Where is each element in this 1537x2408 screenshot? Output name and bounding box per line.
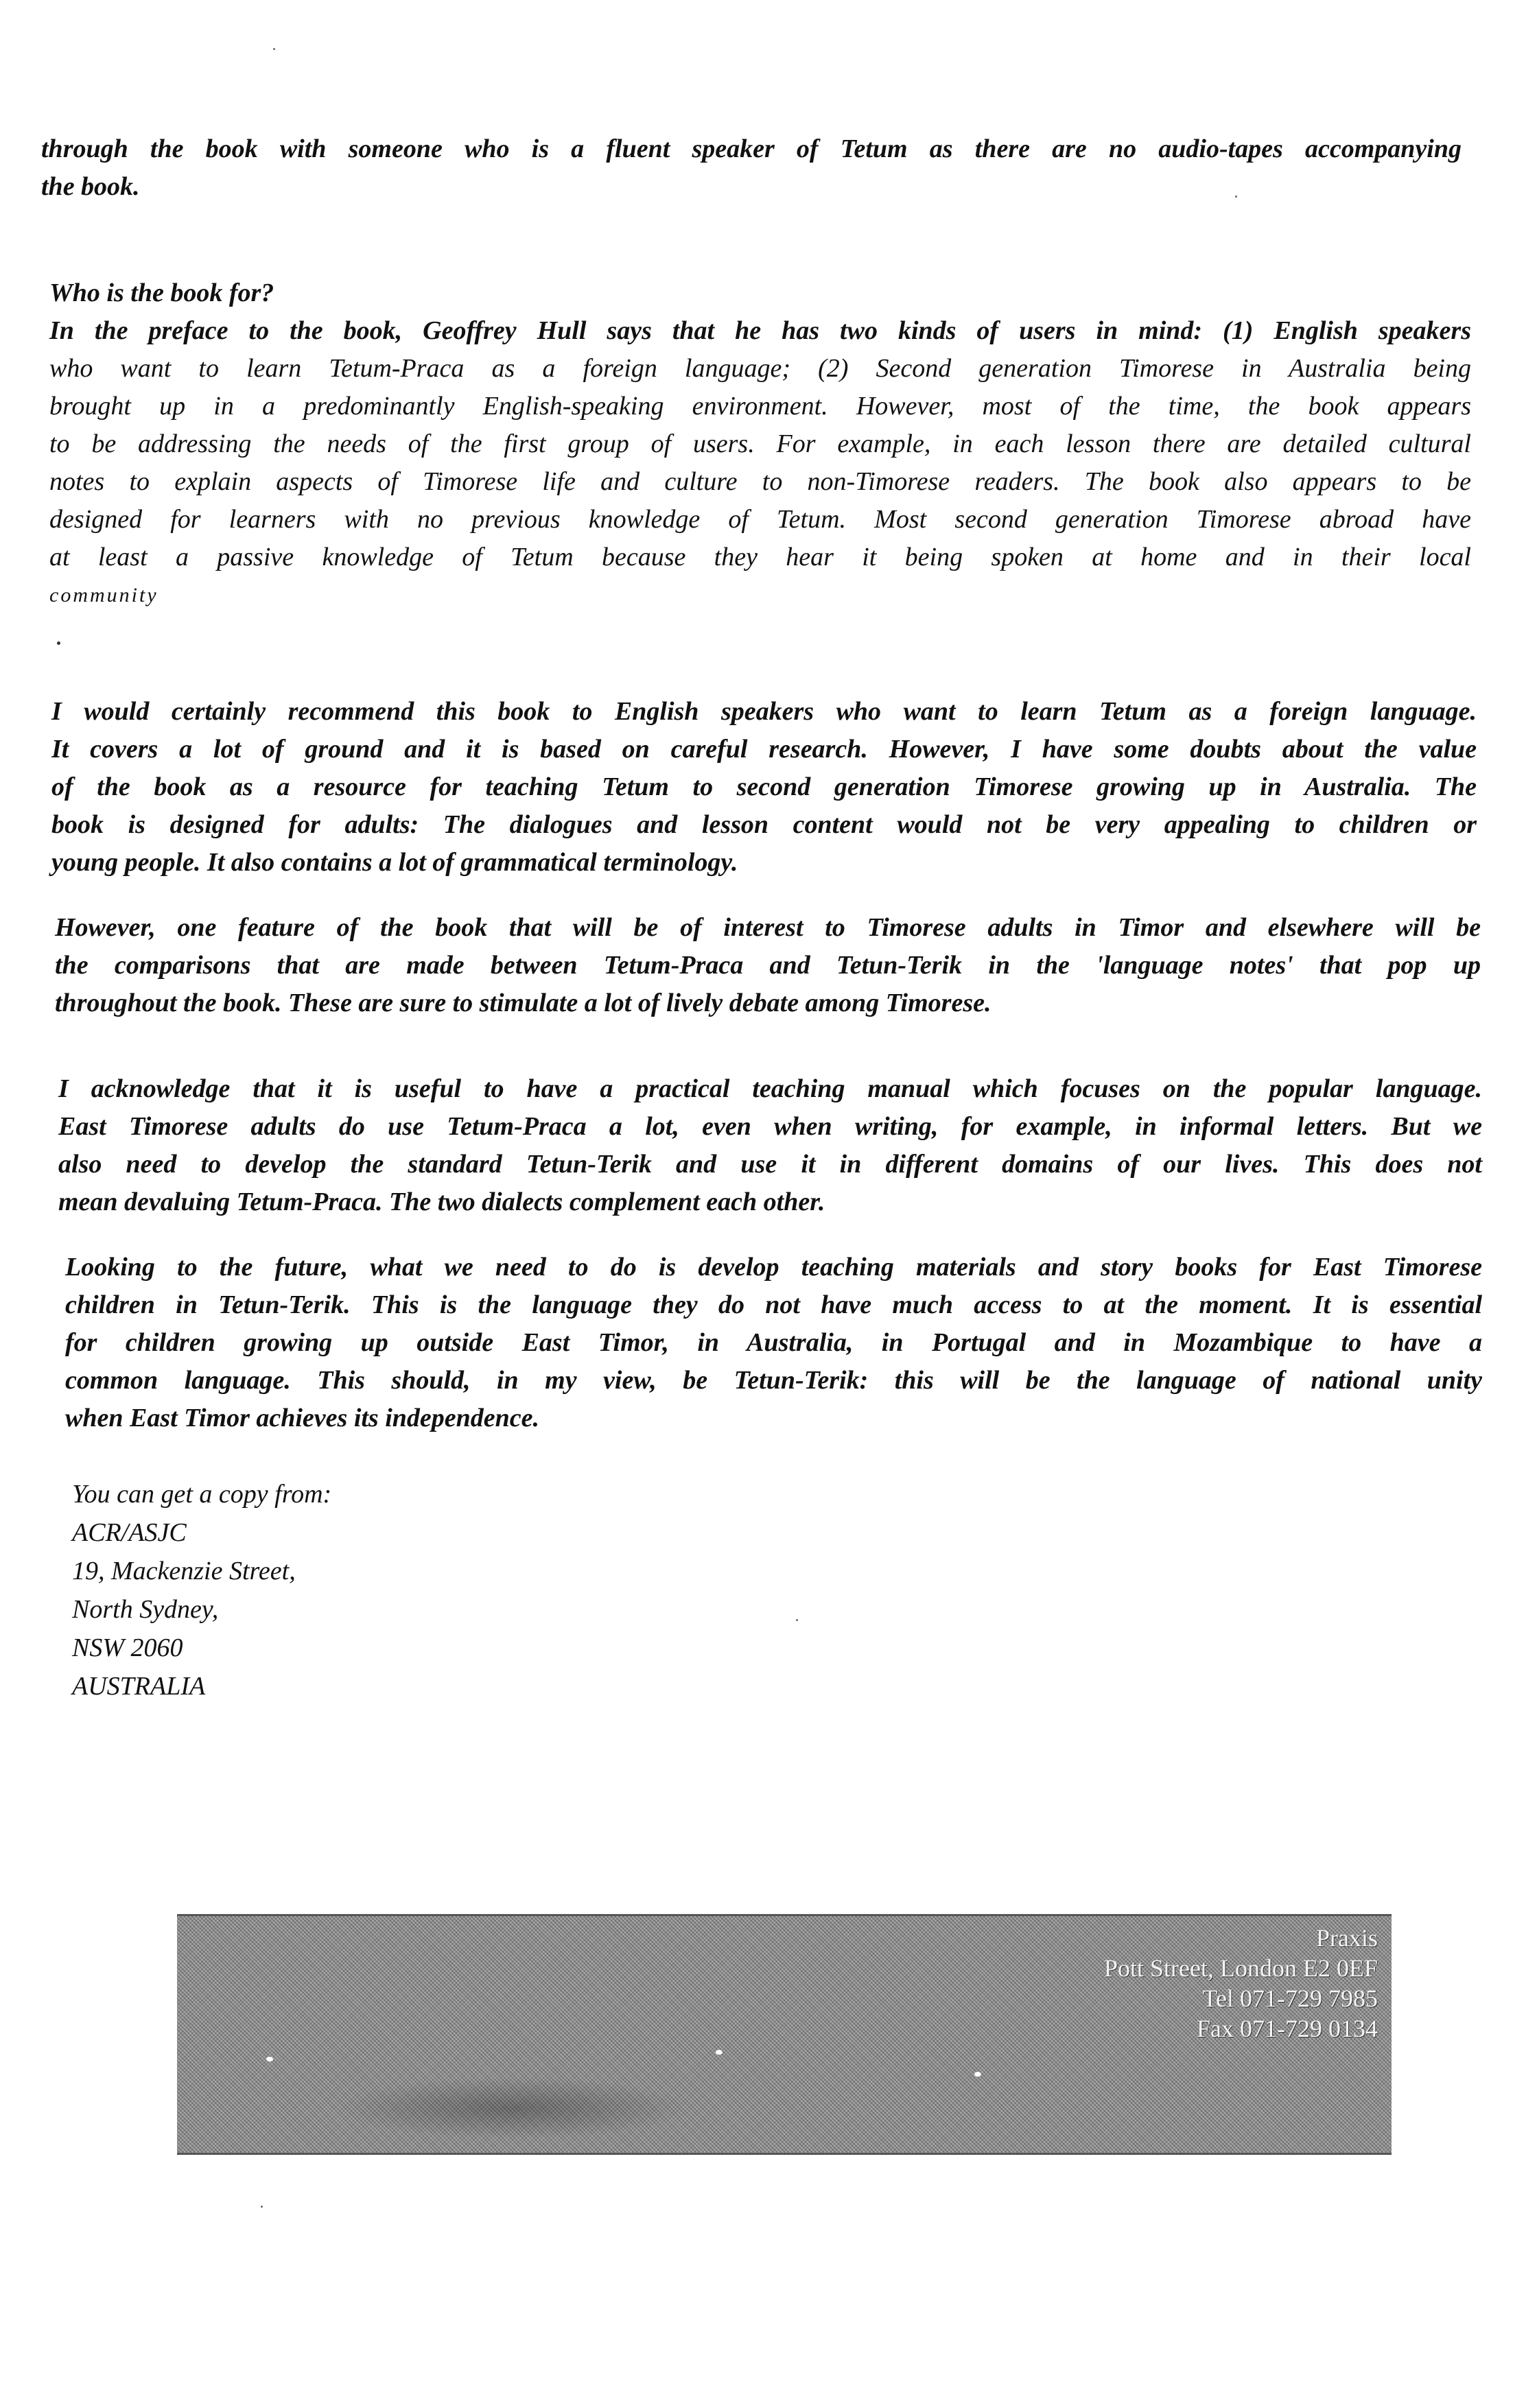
intro-line: through the book with someone who is a fluent speaker of Tetum as there are no audio-tapes accompanying xyxy=(41,134,1462,163)
who-line: In the preface to the book, Geoffrey Hull says that he has two kinds of users in mind: (1) English speakers xyxy=(49,316,1471,345)
who-line: community xyxy=(49,584,159,606)
scan-speck xyxy=(273,48,275,50)
address-block xyxy=(72,1475,621,1705)
future-line: Looking to the future, what we need to do is develop teaching materials and story books for East Timorese xyxy=(65,1253,1482,1282)
banner-speck xyxy=(716,2050,723,2055)
future-line: for children growing up outside East Timor, in Australia, in Portugal and in Mozambique to have a xyxy=(65,1328,1482,1357)
who-section xyxy=(49,274,1471,614)
banner-smudge xyxy=(335,2077,692,2139)
who-line: at least a passive knowledge of Tetum because they hear it being spoken at home and in their local xyxy=(49,543,1471,571)
who-line: notes to explain aspects of Timorese life and culture to non-Timorese readers. The book also appears to be xyxy=(49,467,1471,496)
who-line: who want to learn Tetum-Praca as a foreign language; (2) Second generation Timorese in Australia being xyxy=(49,354,1471,383)
scan-speck xyxy=(1235,196,1237,198)
banner-speck xyxy=(974,2072,981,2077)
address-street: 19, Mackenzie Street, xyxy=(72,1557,296,1585)
future-line: children in Tetun-Terik. This is the language they do not have much access to at the moment. It is essential xyxy=(65,1290,1482,1319)
recommend-line: young people. It also contains a lot of grammatical terminology. xyxy=(51,848,738,877)
banner-contact xyxy=(1104,1923,1378,2044)
banner-street: Pott Street, London E2 0EF xyxy=(1104,1955,1378,1982)
recommend-line: I would certainly recommend this book to English speakers who want to learn Tetum as a foreign language. xyxy=(51,697,1477,726)
feature-line: throughout the book. These are sure to stimulate a lot of lively debate among Timorese. xyxy=(55,989,992,1017)
acknowledge-paragraph xyxy=(58,1070,1482,1221)
future-paragraph xyxy=(65,1249,1482,1437)
intro-paragraph xyxy=(41,130,1462,206)
recommend-paragraph xyxy=(51,693,1477,882)
recommend-line: It covers a lot of ground and it is based on careful research. However, I have some doubts about the value xyxy=(51,735,1477,764)
future-line: when East Timor achieves its independence. xyxy=(65,1404,540,1432)
scan-speck xyxy=(796,1619,798,1621)
acknowledge-line: I acknowledge that it is useful to have a practical teaching manual which focuses on the popular language. xyxy=(58,1074,1482,1103)
address-country: AUSTRALIA xyxy=(72,1672,206,1701)
address-city: North Sydney, xyxy=(72,1595,219,1624)
future-line: common language. This should, in my view, be Tetun-Terik: this will be the language of national unity xyxy=(65,1366,1482,1395)
scan-speck xyxy=(261,2206,263,2208)
feature-line: However, one feature of the book that will be of interest to Timorese adults in Timor and elsewhere will be xyxy=(55,913,1481,942)
banner-fax: Fax 071-729 0134 xyxy=(1197,2015,1378,2042)
recommend-line: of the book as a resource for teaching Tetum to second generation Timorese growing up in Australia. The xyxy=(51,772,1477,801)
intro-line: the book. xyxy=(41,172,140,201)
feature-paragraph xyxy=(55,909,1481,1022)
acknowledge-line: also need to develop the standard Tetun-Terik and use it in different domains of our lives. This does not xyxy=(58,1150,1482,1179)
who-line: to be addressing the needs of the first group of users. For example, in each lesson there are detailed cultural xyxy=(49,429,1471,458)
address-org: ACR/ASJC xyxy=(72,1518,187,1547)
address-intro: You can get a copy from: xyxy=(72,1480,332,1509)
address-postcode: NSW 2060 xyxy=(72,1633,183,1662)
who-line: brought up in a predominantly English-speaking environment. However, most of the time, the book appears xyxy=(49,392,1471,421)
section-heading: Who is the book for? xyxy=(49,279,274,307)
banner-tel: Tel 071-729 7985 xyxy=(1202,1985,1378,2012)
footer-banner xyxy=(177,1914,1392,2155)
feature-line: the comparisons that are made between Tetum-Praca and Tetun-Terik in the 'language notes' that pop up xyxy=(55,951,1481,980)
banner-org-name: Praxis xyxy=(1316,1924,1378,1952)
acknowledge-line: East Timorese adults do use Tetum-Praca a lot, even when writing, for example, in informal letters. But we xyxy=(58,1112,1482,1141)
who-line: designed for learners with no previous knowledge of Tetum. Most second generation Timorese abroad have xyxy=(49,505,1471,534)
acknowledge-line: mean devaluing Tetum-Praca. The two dialects complement each other. xyxy=(58,1188,825,1216)
recommend-line: book is designed for adults: The dialogues and lesson content would not be very appealing to children or xyxy=(51,810,1477,839)
banner-speck xyxy=(266,2057,273,2062)
stray-dot xyxy=(57,641,60,645)
